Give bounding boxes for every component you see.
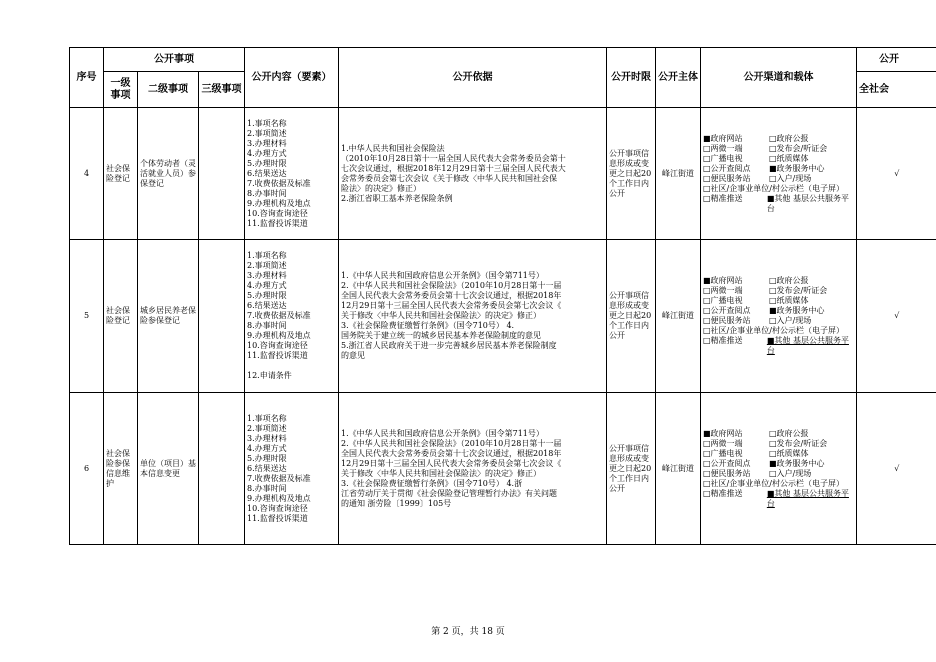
header-channel: 公开渠道和载体: [701, 48, 857, 108]
header-subject: 公开主体: [656, 48, 701, 108]
row-content: 1.事项名称 2.事项简述 3.办理材料 4.办理方式 5.办理时限 6.结果送达 7.收费依据及标准 8.办事时间 9.办理机构及地点 10.咨询查询途径 11.监督投诉渠道 12.申请条件: [245, 240, 339, 393]
row-time-limit: 公开事项信息形成或变更之日起20个工作日内公开: [607, 393, 656, 545]
row-seq: 4: [70, 108, 104, 240]
row-basis: 1.《中华人民共和国政府信息公开条例》（国令第711号） 2.《中华人民共和国社会保险法》（2010年10月28日第十一届 全国人民代表大会常务委员会第十七次会议通过，根据2018年 12月29日第十三届全国人民代表大会常务委员会第七次会议《 关于修改〈中华人民共和国社会保险法〉的决定》修正） 3.《社会保险费征缴暂行条例》（国令710号） 4. 国务院关于建立统一的城乡居民基本养老保险制度的意见 5.浙江省人民政府关于进一步完善城乡居民基本养老保险制度 的意见: [339, 240, 607, 393]
row-level1: 社会保险登记: [104, 108, 138, 240]
row-content: 1.事项名称 2.事项简述 3.办理材料 4.办理方式 5.办理时限 6.结果送达 7.收费依据及标准 8.办事时间 9.办理机构及地点 10.咨询查询途径 11.监督投诉渠道: [245, 108, 339, 240]
row-whole-society: √: [857, 240, 936, 393]
row-whole-society: √: [857, 393, 936, 545]
header-public-matters: 公开事项: [104, 48, 245, 72]
header-whole-society: 全社会: [857, 72, 936, 108]
row-level2: 单位（项目）基本信息变更: [138, 393, 199, 545]
header-level2: 二级事项: [138, 72, 199, 108]
row-level2: 个体劳动者（灵活就业人员）参保登记: [138, 108, 199, 240]
row-content: 1.事项名称 2.事项简述 3.办理材料 4.办理方式 5.办理时限 6.结果送达 7.收费依据及标准 8.办事时间 9.办理机构及地点 10.咨询查询途径 11.监督投诉渠道: [245, 393, 339, 545]
header-level1: 一级事项: [104, 72, 138, 108]
row-level3: [199, 393, 245, 545]
row-seq: 6: [70, 393, 104, 545]
page-footer: 第 2 页，共 18 页: [431, 627, 505, 637]
header-time-limit: 公开时限: [607, 48, 656, 108]
row-seq: 5: [70, 240, 104, 393]
row-subject: 峰江街道: [656, 240, 701, 393]
row-level3: [199, 240, 245, 393]
header-seq: 序号: [70, 48, 104, 108]
row-channels: ■政府网站 □政府公报 □两微一端 □发布会/听证会 □广播电视 □纸质媒体 □公开查阅点 ■政务服务中心 □便民服务站 □入户/现场 □社区/企事业单位/村公示栏（电子屏） □精准推送 ■其他 基层公共服务平台: [701, 240, 857, 393]
row-subject: 峰江街道: [656, 108, 701, 240]
row-level3: [199, 108, 245, 240]
table-row: [70, 393, 936, 545]
row-basis: 1.中华人民共和国社会保险法 （2010年10月28日第十一届全国人民代表大会常务委员会第十 七次会议通过，根据2018年12月29日第十三届全国人民代表大 会常务委员会第七次会议《关于修改〈中华人民共和国社会保 险法〉的决定》修正） 2.浙江省职工基本养老保险条例: [339, 108, 607, 240]
row-time-limit: 公开事项信息形成或变更之日起20个工作日内公开: [607, 240, 656, 393]
row-channels: ■政府网站 □政府公报 □两微一端 □发布会/听证会 □广播电视 □纸质媒体 □公开查阅点 ■政务服务中心 □便民服务站 □入户/现场 □社区/企事业单位/村公示栏（电子屏） □精准推送 ■其他 基层公共服务平台: [701, 108, 857, 240]
table-row: [70, 240, 936, 393]
table-row: [70, 108, 936, 240]
header-scope: 公开: [857, 48, 936, 72]
row-level1: 社会保险登记: [104, 240, 138, 393]
disclosure-table: [69, 47, 936, 545]
row-basis: 1.《中华人民共和国政府信息公开条例》（国令第711号） 2.《中华人民共和国社会保险法》（2010年10月28日第十一届 全国人民代表大会常务委员会第十七次会议通过，根据2018年 12月29日第十三届全国人民代表大会常务委员会第七次会议《 关于修改〈中华人民共和国社会保险法〉的决定》修正） 3.《社会保险费征缴暂行条例》（国令710号） 4.浙 江省劳动厅关于贯彻《社会保险登记管理暂行办法》有关问题 的通知 浙劳险〔1999〕105号: [339, 393, 607, 545]
header-content: 公开内容（要素）: [245, 48, 339, 108]
row-level2: 城乡居民养老保险参保登记: [138, 240, 199, 393]
row-level1: 社会保险参保信息维护: [104, 393, 138, 545]
row-subject: 峰江街道: [656, 393, 701, 545]
header-level3: 三级事项: [199, 72, 245, 108]
row-channels: ■政府网站 □政府公报 □两微一端 □发布会/听证会 □广播电视 □纸质媒体 □公开查阅点 ■政务服务中心 □便民服务站 □入户/现场 □社区/企事业单位/村公示栏（电子屏） □精准推送 ■其他 基层公共服务平台: [701, 393, 857, 545]
row-whole-society: √: [857, 108, 936, 240]
row-time-limit: 公开事项信息形成或变更之日起20个工作日内公开: [607, 108, 656, 240]
header-basis: 公开依据: [339, 48, 607, 108]
